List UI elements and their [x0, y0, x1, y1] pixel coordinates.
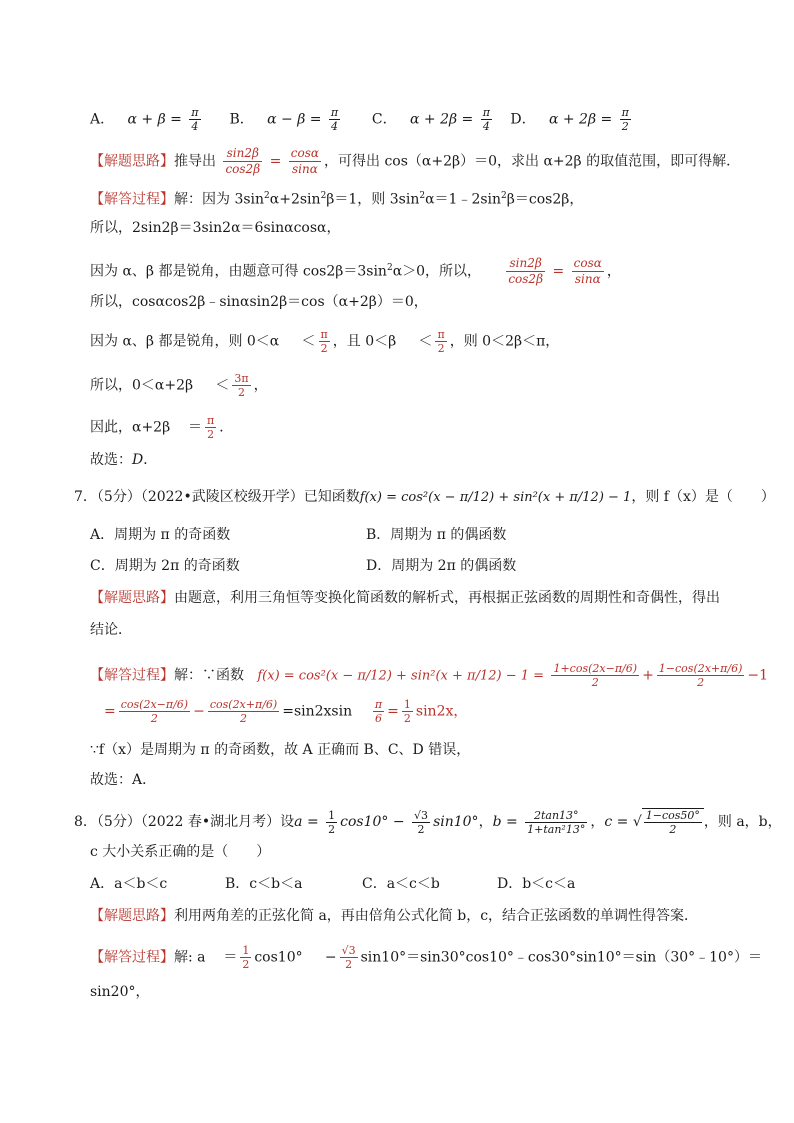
q6-options — [90, 106, 634, 133]
q8-option-b[interactable]: B．c＜b＜a — [225, 876, 303, 892]
q7-answer: 故选：A． — [90, 772, 157, 788]
q7-stem: 7．（5分）（2022•武陵区校级开学）已知函数f(x) = cos²(x − π/12) + sin²(x + π/12) − 1，则 f（x）是（ ） — [74, 489, 775, 505]
q7-option-a[interactable]: A．周期为 π 的奇函数 — [90, 527, 231, 543]
q7-proc-line1: 【解答过程】解：∵函数 f(x) = cos²(x − π/12) + sin²(x + π/12) − 1 = $\frac{1+\cos(2x-\pi/6)}{2}$ + $\frac{1-\cos(2x+\pi/6)}{2}$ −1 — [90, 662, 769, 689]
q6-hint: 【解题思路】推导出 $\frac{\sin 2\beta}{\cos 2\beta}$ = $\frac{\cos\alpha}{\sin\alpha}$ ，可得出 cos（α+2β）＝0，求出 α+2β 的取值范围，即可得解． — [90, 146, 741, 176]
q7-proc-line3: ∵f（x）是周期为 π 的奇函数，故 A 正确而 B、C、D 错误， — [90, 742, 471, 758]
q8-proc-line1: 【解答过程】解: a ＝ $\frac{1}{2}$ cos10° − $\frac{√3}{2}$ sin10°＝sin30°cos10°﹣cos30°sin10°＝sin（30°﹣10°）＝ — [90, 944, 762, 971]
q6-proc-line2: 所以，2sin2β＝3sin2α＝6sinαcosα， — [90, 220, 341, 236]
q7-option-c[interactable]: C．周期为 2π 的奇函数 — [90, 558, 240, 574]
q8-option-c[interactable]: C．a＜c＜b — [362, 876, 440, 892]
q8-option-d[interactable]: D．b＜c＜a — [497, 876, 576, 892]
q7-proc-line2: = $\frac{\cos(2x-\pi/6)}{2}$ − $\frac{\cos(2x+\pi/6)}{2}$ =sin2xsin $\frac{\pi}{6}$ = $\frac{1}{2}$ sin2x， — [104, 698, 468, 725]
q8-stem-line2: c 大小关系正确的是（ ） — [90, 844, 271, 860]
q6-proc-line6: 所以，0＜α+2β ＜ $\frac{3\pi}{2}$ ， — [90, 372, 268, 399]
q6-proc-line1: 【解答过程】解：因为 $3\sin^2\alpha+2\sin^2\beta=1$，则 $3\sin^2\alpha=1﹣2\sin^2\beta=\cos 2\beta$， — [90, 191, 584, 208]
q6-option-a[interactable]: A． α + β = $\frac{\pi}{4}$ — [90, 106, 199, 133]
q6-option-c[interactable]: C． α + 2β = $\frac{\pi}{4}$ — [371, 106, 490, 133]
q6-option-b[interactable]: B． α − β = $\frac{\pi}{4}$ — [229, 106, 339, 133]
q6-option-d[interactable]: D． α + 2β = $\frac{\pi}{2}$ — [510, 106, 629, 133]
q7-hint: 【解题思路】由题意，利用三角恒等变换化简函数的解析式，再根据正弦函数的周期性和奇偶性，得出 — [90, 590, 720, 606]
q6-answer: 故选：D． — [90, 452, 158, 468]
q8-option-a[interactable]: A．a＜b＜c — [90, 876, 168, 892]
q7-hint-line2: 结论． — [90, 622, 132, 638]
q6-proc-line4: 所以，cosαcos2β﹣sinαsin2β＝cos（α+2β）＝0， — [90, 294, 428, 310]
q8-proc-line2: sin20°， — [90, 984, 150, 1000]
q8-hint: 【解题思路】利用两角差的正弦化简 a，再由倍角公式化简 b，c，结合正弦函数的单调性得答案． — [90, 908, 699, 924]
q6-proc-line3: 因为 α、β 都是锐角，由题意可得 $\cos 2\beta=3\sin^2\alpha>0$，所以， $\frac{\sin 2\beta}{\cos 2\beta}$ = $\frac{\cos\alpha}{\sin\alpha}$ ， — [90, 256, 621, 286]
q7-option-d[interactable]: D．周期为 2π 的偶函数 — [366, 558, 517, 574]
q8-stem: 8．（5分）（2022 春•湖北月考）设a = $\frac{1}{2}$ cos10° − $\frac{√3}{2}$ sin10°，b = $\frac{2\tan 13^\circ}{\text{1+tan²13°}}$ ，c = √ $\frac{1-\cos 50^\circ}{2}$ ，则 a，b， — [74, 808, 782, 836]
q6-hint-tag: 【解题思路】 — [90, 153, 174, 170]
q6-proc-line7: 因此，α+2β ＝ $\frac{\pi}{2}$ ． — [90, 414, 234, 441]
q6-proc-line5: 因为 α、β 都是锐角，则 0＜α ＜ $\frac{\pi}{2}$ ，且 0＜β ＜ $\frac{\pi}{2}$ ，则 0＜2β＜π， — [90, 328, 560, 355]
q7-option-b[interactable]: B．周期为 π 的偶函数 — [366, 527, 507, 543]
